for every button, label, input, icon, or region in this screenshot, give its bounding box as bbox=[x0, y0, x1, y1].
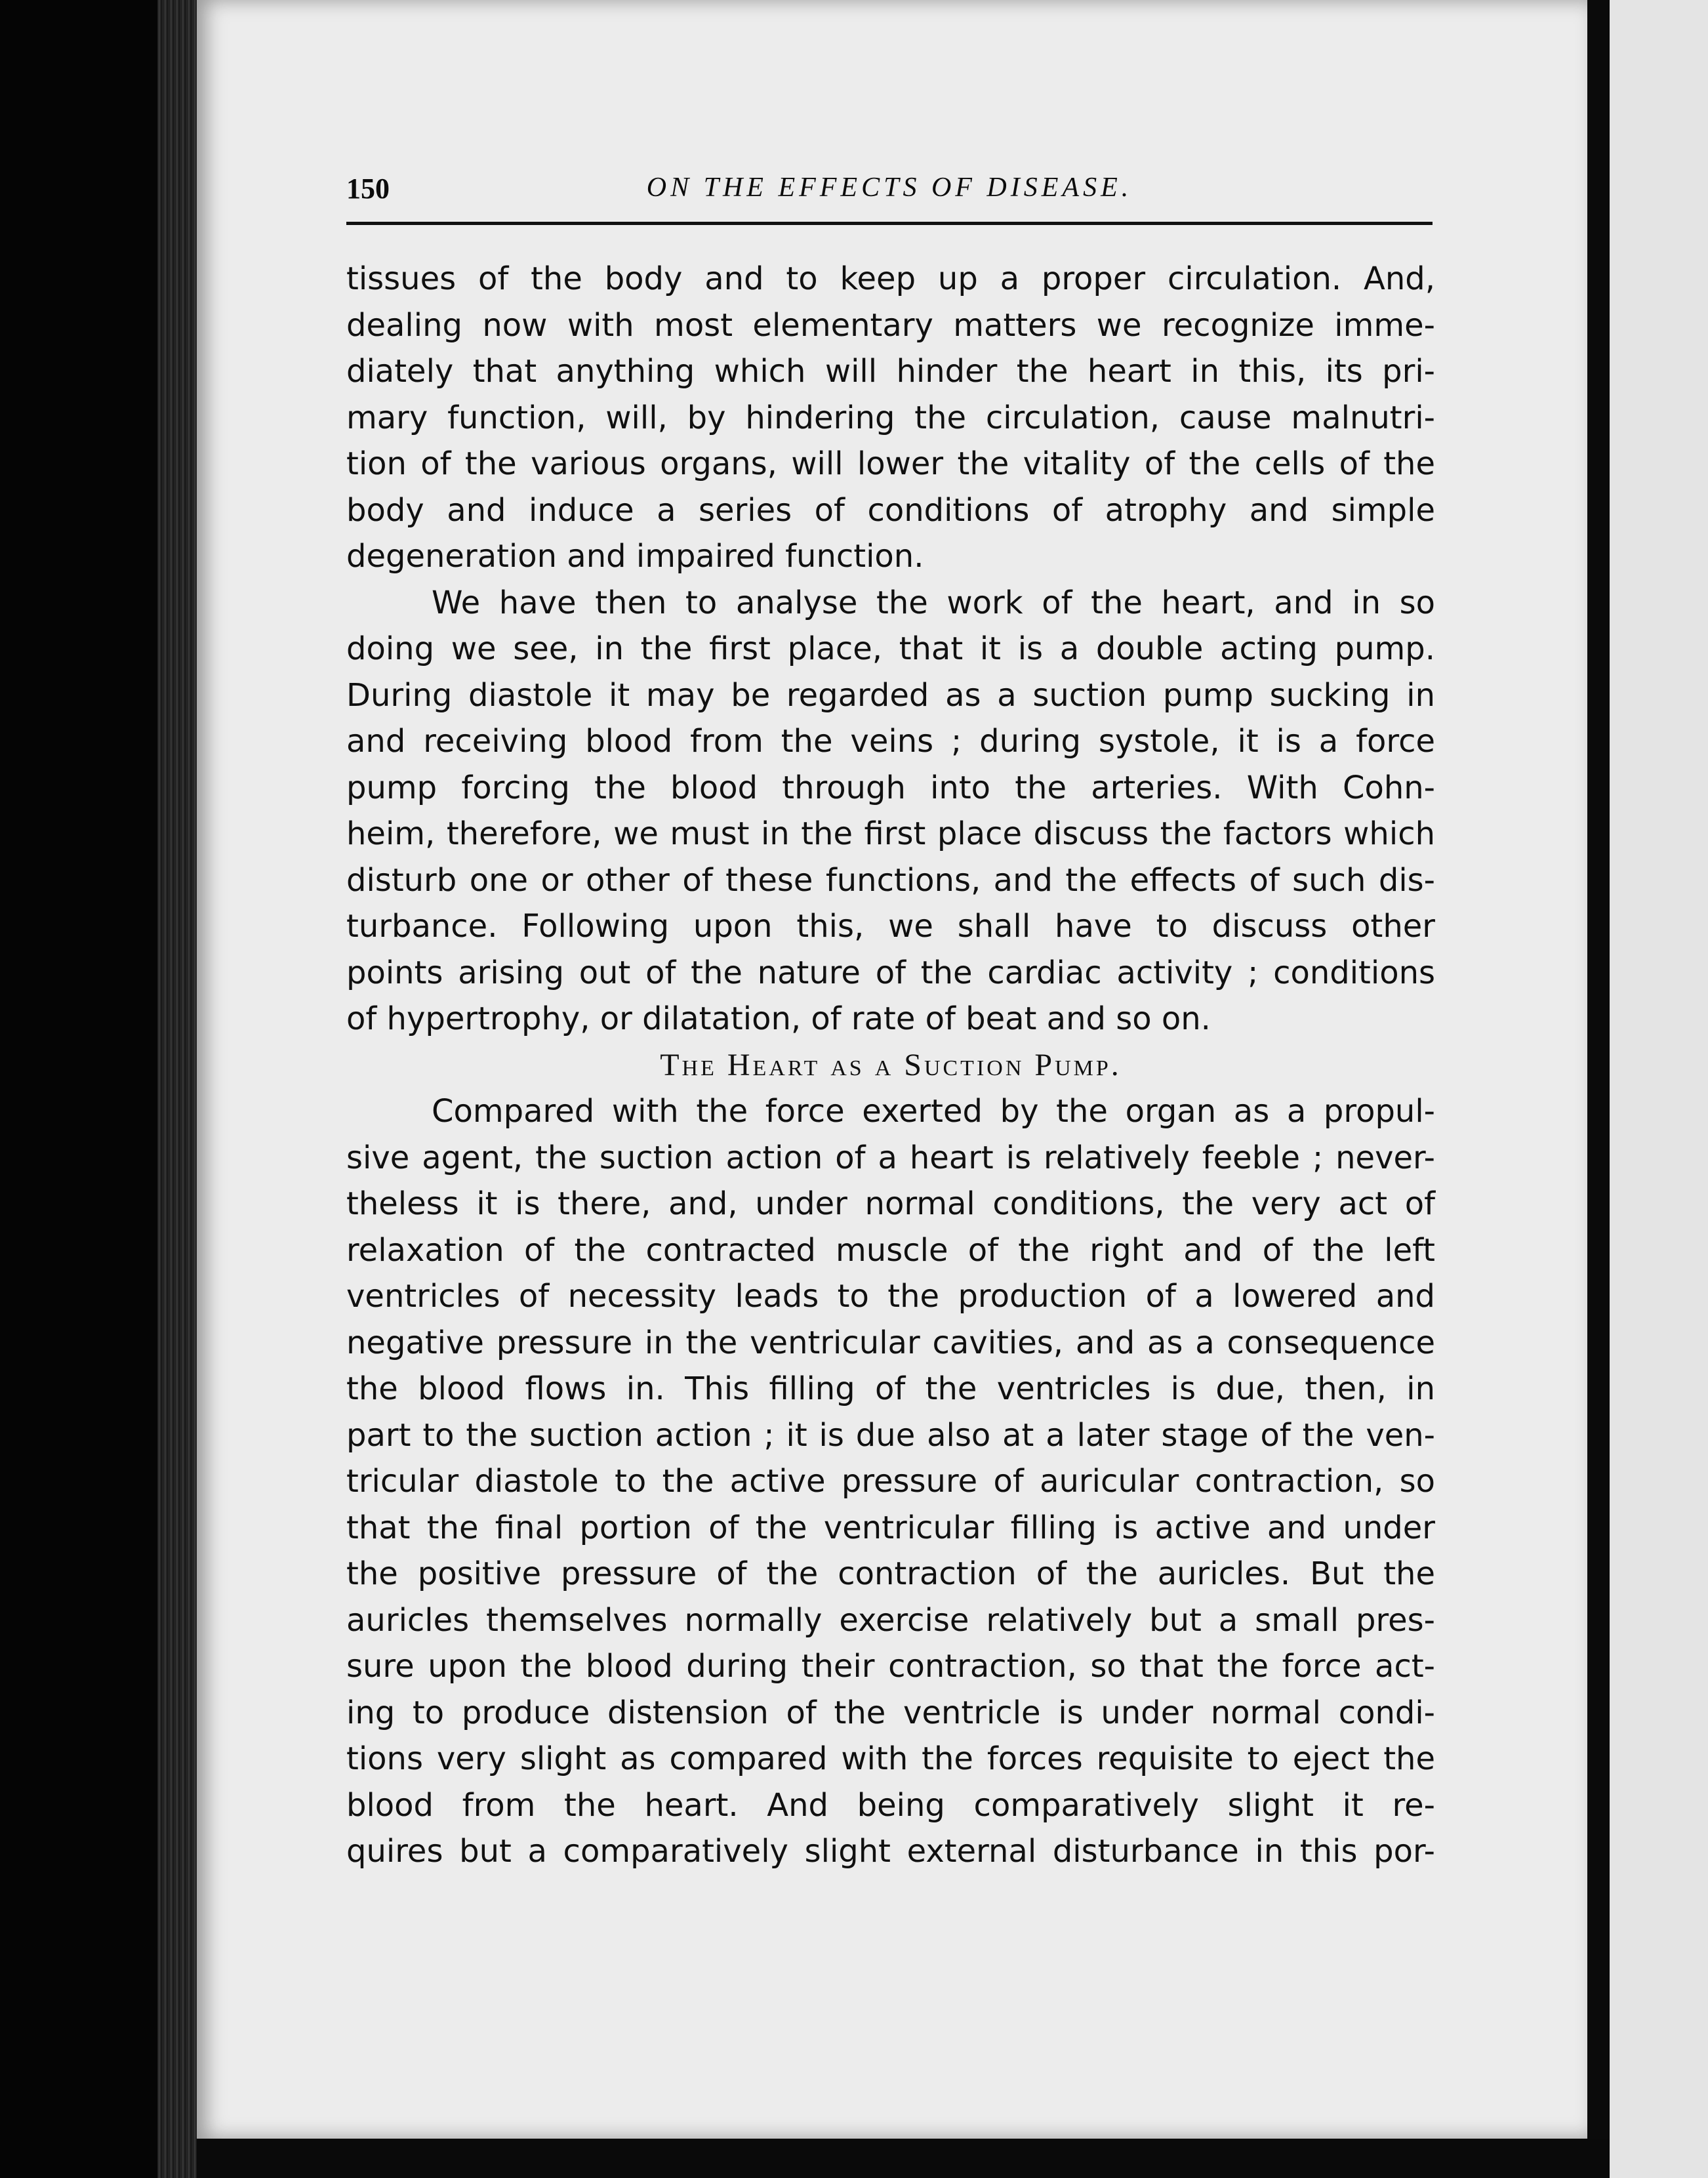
text-line: and receiving blood from the veins ; during systole, it is a force bbox=[346, 723, 1435, 760]
text-line: that the final portion of the ventricular filling is active and under bbox=[346, 1509, 1435, 1546]
paragraph-3 bbox=[346, 1088, 1435, 1875]
text-line: of hypertrophy, or dilatation, of rate of beat and so on. bbox=[346, 1000, 1211, 1037]
text-line: degeneration and impaired function. bbox=[346, 538, 924, 575]
text-line: diately that anything which will hinder the heart in this, its pri- bbox=[346, 353, 1435, 390]
text-line: tions very slight as compared with the forces requisite to eject the bbox=[346, 1740, 1435, 1777]
section-heading: The Heart as a Suction Pump. bbox=[660, 1047, 1122, 1082]
text-line: tricular diastole to the active pressure of auricular contraction, so bbox=[346, 1463, 1435, 1500]
running-title: ON THE EFFECTS OF DISEASE. bbox=[646, 173, 1133, 203]
text-line: theless it is there, and, under normal conditions, the very act of bbox=[346, 1185, 1435, 1222]
text-line: relaxation of the contracted muscle of the right and of the left bbox=[346, 1231, 1435, 1269]
text-line: quires but a comparatively slight external disturbance in this por- bbox=[346, 1833, 1435, 1870]
text-line: mary function, will, by hindering the circulation, cause malnutri- bbox=[346, 399, 1435, 436]
text-line: doing we see, in the first place, that it is a double acting pump. bbox=[346, 630, 1435, 667]
text-line: dealing now with most elementary matters we recognize imme- bbox=[346, 306, 1435, 344]
text-line: heim, therefore, we must in the first place discuss the factors which bbox=[346, 815, 1435, 852]
header-rule bbox=[346, 222, 1433, 225]
page-number: 150 bbox=[346, 173, 390, 205]
text-line: the positive pressure of the contraction of the auricles. But the bbox=[346, 1555, 1435, 1592]
page-header bbox=[346, 172, 1433, 218]
text-line: negative pressure in the ventricular cavities, and as a consequence bbox=[346, 1324, 1435, 1361]
text-line: auricles themselves normally exercise relatively but a small pres- bbox=[346, 1601, 1435, 1639]
text-line: sure upon the blood during their contraction, so that the force act- bbox=[346, 1648, 1435, 1685]
facing-page-edge bbox=[1610, 0, 1708, 2178]
text-line: sive agent, the suction action of a heart is relatively feeble ; never- bbox=[346, 1139, 1435, 1176]
text-line: ventricles of necessity leads to the production of a lowered and bbox=[346, 1278, 1435, 1315]
text-line: disturb one or other of these functions, and the effects of such dis- bbox=[346, 861, 1435, 899]
text-line: blood from the heart. And being comparatively slight it re- bbox=[346, 1786, 1435, 1824]
paragraph-1 bbox=[346, 256, 1435, 580]
text-line: part to the suction action ; it is due also at a later stage of the ven- bbox=[346, 1416, 1435, 1454]
text-line: During diastole it may be regarded as a suction pump sucking in bbox=[346, 676, 1435, 714]
text-line: tion of the various organs, will lower the vitality of the cells of the bbox=[346, 445, 1435, 482]
text-line: the blood flows in. This filling of the ventricles is due, then, in bbox=[346, 1370, 1435, 1407]
text-line: ing to produce distension of the ventricle is under normal condi- bbox=[346, 1694, 1435, 1731]
text-line: Compared with the force exerted by the organ as a propul- bbox=[432, 1093, 1435, 1130]
text-line: tissues of the body and to keep up a proper circulation. And, bbox=[346, 260, 1435, 297]
text-line: points arising out of the nature of the cardiac activity ; conditions bbox=[346, 954, 1435, 991]
body-text bbox=[346, 256, 1435, 1875]
text-line: We have then to analyse the work of the heart, and in so bbox=[432, 584, 1435, 621]
text-line: body and induce a series of conditions of atrophy and simple bbox=[346, 491, 1435, 529]
paragraph-2 bbox=[346, 580, 1435, 1042]
book-gutter bbox=[1587, 0, 1610, 2139]
page-bottom-shadow bbox=[197, 2139, 1708, 2178]
text-line: pump forcing the blood through into the arteries. With Cohn- bbox=[346, 769, 1435, 806]
text-line: turbance. Following upon this, we shall have to discuss other bbox=[346, 908, 1435, 945]
